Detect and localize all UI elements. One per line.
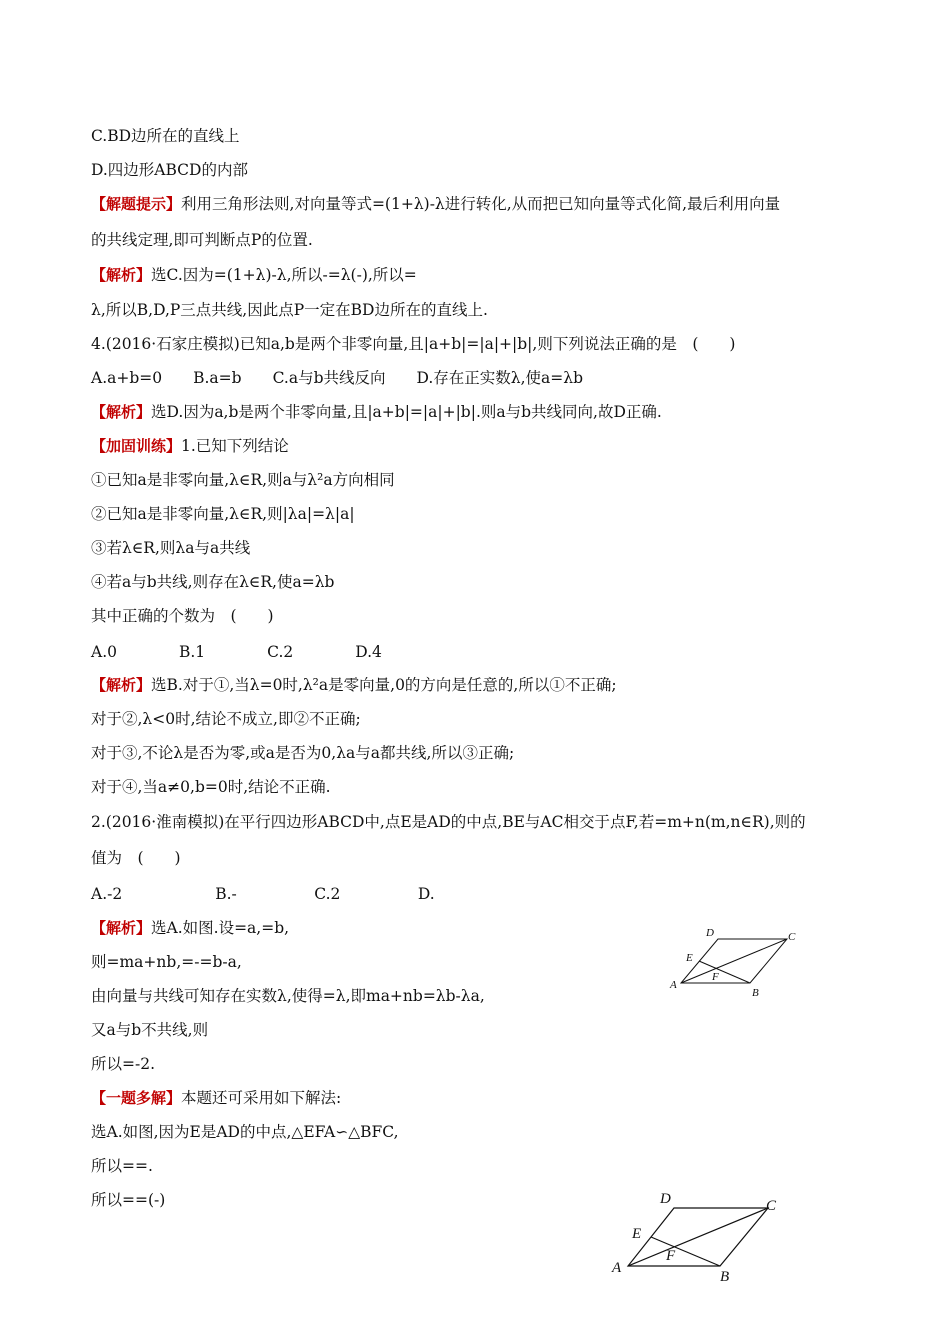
multi-tag: 【一题多解】 xyxy=(91,1089,182,1107)
analysis-tag: 【解析】 xyxy=(91,403,152,421)
multi-line-1: 选A.如图,因为E是AD的中点,△EFA∽△BFC, xyxy=(91,1123,399,1141)
segment-be xyxy=(651,1237,720,1266)
multi-line-2: 所以==. xyxy=(91,1157,153,1175)
option-d: D.四边形ABCD的内部 xyxy=(91,161,248,179)
multi-solution xyxy=(91,1088,341,1108)
multi-text: 本题还可采用如下解法: xyxy=(181,1089,342,1107)
training-text: 1.已知下列结论 xyxy=(181,437,289,455)
count-question: 其中正确的个数为 ( ) xyxy=(91,607,274,625)
question-4-options: A.a+b=0 B.a=b C.a与b共线反向 D.存在正实数λ,使a=λb xyxy=(91,369,584,387)
conclusion-3: ③若λ∈R,则λa与a共线 xyxy=(91,539,251,557)
label-d: D xyxy=(660,1191,671,1207)
analysis-4-line-5: 所以=-2. xyxy=(91,1055,156,1073)
label-f: F xyxy=(712,971,719,983)
label-f: F xyxy=(666,1248,676,1264)
question-2: 2.(2016·淮南模拟)在平行四边形ABCD中,点E是AD的中点,BE与AC相交于点F,若=m+n(m,n∈R),则的 xyxy=(91,813,806,831)
option-c: C.BD边所在的直线上 xyxy=(91,127,240,145)
hint-line-2: 的共线定理,即可判断点P的位置. xyxy=(91,231,313,249)
hint-tag: 【解题提示】 xyxy=(91,195,182,213)
hint-text: 利用三角形法则,对向量等式=(1+λ)-λ进行转化,从而把已知向量等式化简,最后利用向量 xyxy=(181,195,781,213)
analysis-4 xyxy=(91,918,289,938)
analysis-3-line-2: 对于②,λ<0时,结论不成立,即②不正确; xyxy=(91,710,361,728)
analysis-3 xyxy=(91,675,617,695)
analysis-4-line-4: 又a与b不共线,则 xyxy=(91,1021,209,1039)
label-c: C xyxy=(766,1198,777,1214)
analysis-text: 选C.因为=(1+λ)-λ,所以-=λ(-),所以= xyxy=(151,266,417,284)
parallelogram-figure-large xyxy=(608,1186,788,1286)
label-a: A xyxy=(612,1260,622,1276)
analysis-4-line-3: 由向量与共线可知存在实数λ,使得=λ,即ma+nb=λb-λa, xyxy=(91,987,485,1005)
analysis-3-line-4: 对于④,当a≠0,b=0时,结论不正确. xyxy=(91,778,331,796)
conclusion-1: ①已知a是非零向量,λ∈R,则a与λ²a方向相同 xyxy=(91,471,395,489)
multi-line-3: 所以==(-) xyxy=(91,1191,166,1209)
label-e: E xyxy=(632,1226,642,1242)
label-d: D xyxy=(706,927,714,939)
label-a: A xyxy=(670,979,677,991)
analysis-text: 选D.因为a,b是两个非零向量,且|a+b|=|a|+|b|.则a与b共线同向,故D正确. xyxy=(151,403,662,421)
analysis-1-line-2: λ,所以B,D,P三点共线,因此点P一定在BD边所在的直线上. xyxy=(91,301,488,319)
analysis-3-line-3: 对于③,不论λ是否为零,或a是否为0,λa与a都共线,所以③正确; xyxy=(91,744,515,762)
analysis-tag: 【解析】 xyxy=(91,919,152,937)
training-tag: 【加固训练】 xyxy=(91,437,182,455)
conclusion-2: ②已知a是非零向量,λ∈R,则|λa|=λ|a| xyxy=(91,505,355,523)
analysis-4-line-2: 则=ma+nb,=-=b-a, xyxy=(91,953,242,971)
training-header xyxy=(91,436,289,456)
hint-line xyxy=(91,194,780,214)
label-b: B xyxy=(720,1269,730,1285)
question-2-options: A.-2 B.- C.2 D. xyxy=(91,885,435,903)
count-options: A.0 B.1 C.2 D.4 xyxy=(91,643,382,661)
analysis-tag: 【解析】 xyxy=(91,676,152,694)
analysis-text: 选B.对于①,当λ=0时,λ²a是零向量,0的方向是任意的,所以①不正确; xyxy=(151,676,617,694)
question-4: 4.(2016·石家庄模拟)已知a,b是两个非零向量,且|a+b|=|a|+|b|,则下列说法正确的是 ( ) xyxy=(91,335,736,353)
label-c: C xyxy=(788,931,796,943)
conclusion-4: ④若a与b共线,则存在λ∈R,使a=λb xyxy=(91,573,335,591)
analysis-text: 选A.如图.设=a,=b, xyxy=(151,919,290,937)
parallelogram-figure-small xyxy=(664,922,804,1002)
analysis-2 xyxy=(91,402,662,422)
analysis-tag: 【解析】 xyxy=(91,266,152,284)
question-2-line-2: 值为 ( ) xyxy=(91,849,181,867)
label-e: E xyxy=(686,952,693,964)
label-b: B xyxy=(752,987,759,999)
analysis-1 xyxy=(91,265,417,285)
